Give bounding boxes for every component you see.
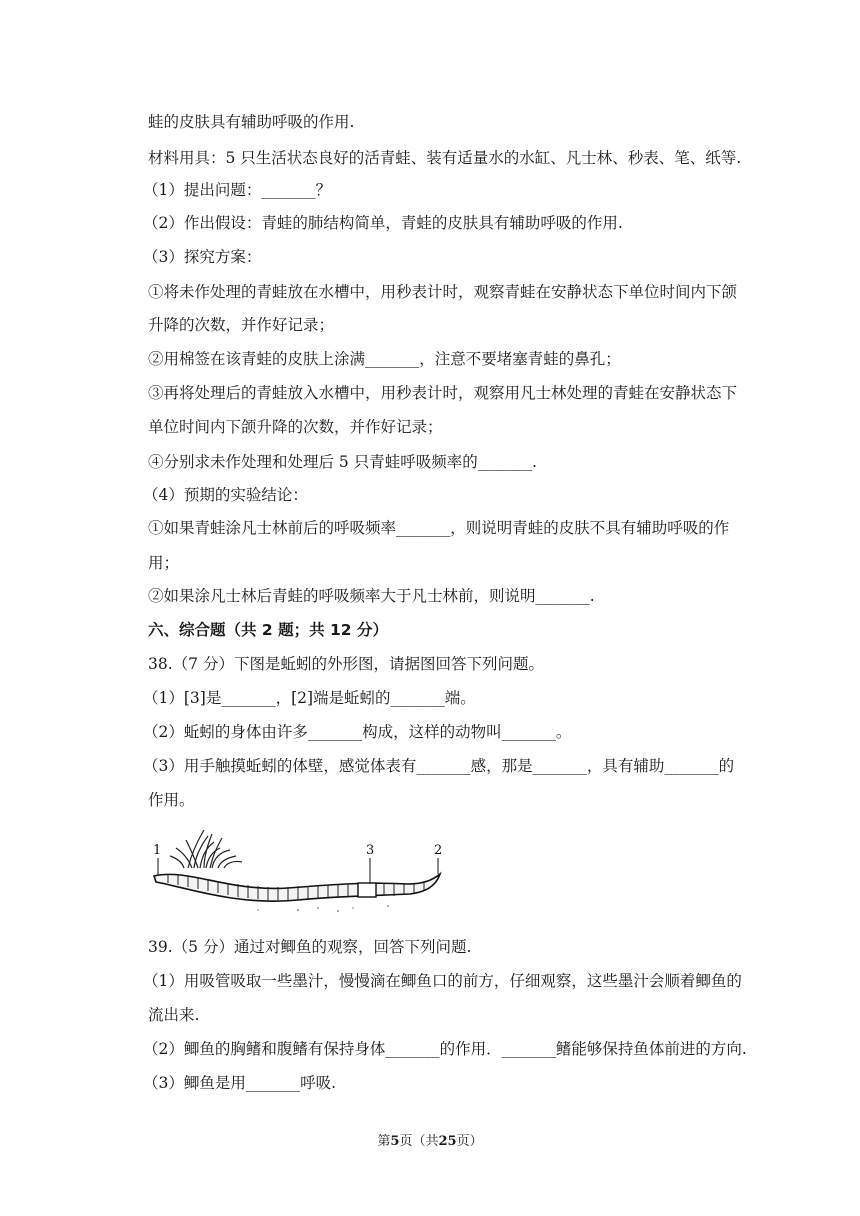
earthworm-body [154, 874, 440, 912]
q39-part1-a: （1）用吸管吸取一些墨汁，慢慢滴在鲫鱼口的前方，仔细观察，这些墨汁会顺着鲫鱼的 [143, 972, 742, 990]
q39-stem: 39.（5 分）通过对鲫鱼的观察，回答下列问题. [148, 938, 472, 956]
q37-conclusion1-b: 用； [148, 554, 180, 572]
q38-part2: （2）蚯蚓的身体由许多_______构成，这样的动物叫_______。 [143, 723, 572, 741]
q37-step4: ④分别求未作处理和处理后 5 只青蛙呼吸频率的_______. [148, 453, 537, 471]
grass-icon [170, 830, 242, 868]
clitellum [358, 883, 376, 897]
q37-part3: （3）探究方案： [143, 248, 262, 266]
q37-conclusion1-a: ①如果青蛙涂凡士林前后的呼吸频率_______，则说明青蛙的皮肤不具有辅助呼吸的作 [148, 519, 730, 537]
footer-page-number: 5 [390, 1134, 400, 1149]
footer-prefix: 第 [377, 1134, 391, 1149]
q38-part3-a: （3）用手触摸蚯蚓的体壁，感觉体表有_______感，那是_______，具有辅助_______的 [143, 757, 735, 775]
footer-suffix: 页） [456, 1134, 483, 1149]
q37-step2: ②用棉签在该青蛙的皮肤上涂满_______，注意不要堵塞青蛙的鼻孔； [148, 350, 621, 368]
q38-stem: 38.（7 分）下图是蚯蚓的外形图，请据图回答下列问题。 [148, 655, 544, 673]
q37-step3-a: ③再将处理后的青蛙放入水槽中，用秒表计时，观察用凡士林处理的青蛙在安静状态下 [148, 384, 738, 402]
intro-line-1: 蛙的皮肤具有辅助呼吸的作用. [148, 113, 355, 131]
earthworm-figure [148, 822, 458, 918]
figure-label-2: 2 [434, 843, 443, 858]
figure-label-1: 1 [153, 843, 162, 858]
q39-part2: （2）鲫鱼的胸鳍和腹鳍有保持身体_______的作用．_______鳍能够保持鱼体前进的方向. [143, 1040, 747, 1058]
q38-part1: （1）[3]是_______，[2]端是蚯蚓的_______端。 [143, 689, 476, 707]
q37-step3-b: 单位时间内下颌升降的次数，并作好记录； [148, 418, 443, 436]
page-footer [0, 1133, 860, 1151]
q37-step1-a: ①将未作处理的青蛙放在水槽中，用秒表计时，观察青蛙在安静状态下单位时间内下颌 [148, 283, 738, 301]
q39-part3: （3）鲫鱼是用_______呼吸. [143, 1074, 337, 1092]
q37-part4: （4）预期的实验结论： [143, 486, 308, 504]
footer-middle: 页（共 [399, 1134, 439, 1149]
footer-total-pages: 25 [438, 1134, 457, 1149]
q37-step1-b: 升降的次数，并作好记录； [148, 316, 335, 334]
q38-part3-b: 作用。 [148, 791, 195, 809]
section-heading: 六、综合题（共 2 题；共 12 分） [148, 621, 388, 639]
q37-part2: （2）作出假设：青蛙的肺结构简单，青蛙的皮肤具有辅助呼吸的作用. [143, 214, 623, 232]
q37-conclusion2: ②如果涂凡士林后青蛙的呼吸频率大于凡士林前，则说明_______. [148, 587, 595, 605]
q39-part1-b: 流出来. [148, 1006, 200, 1024]
figure-label-3: 3 [366, 843, 375, 858]
intro-materials: 材料用具：5 只生活状态良好的活青蛙、装有适量水的水缸、凡士林、秒表、笔、纸等. [148, 149, 742, 167]
q37-part1: （1）提出问题：_______？ [143, 181, 332, 199]
